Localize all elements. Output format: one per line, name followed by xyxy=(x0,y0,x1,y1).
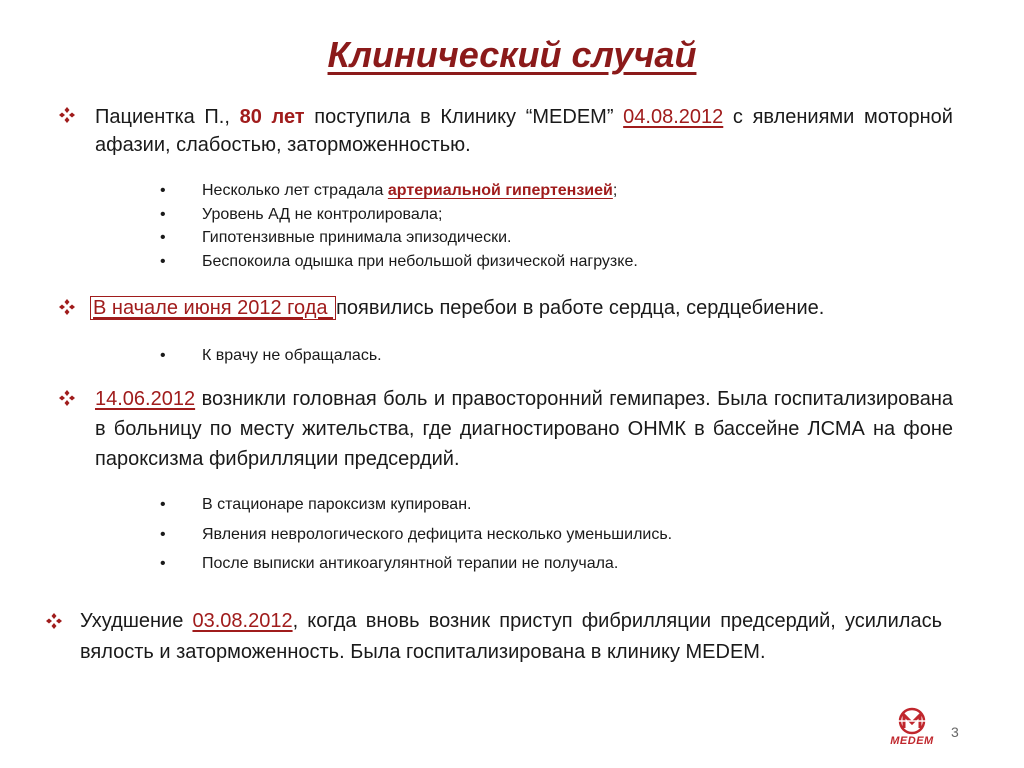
diamond-bullet-icon xyxy=(45,612,63,630)
paragraph-worsening xyxy=(80,606,942,668)
paragraph-stroke xyxy=(95,384,953,474)
text-segment: Пациентка П., xyxy=(95,106,240,128)
onset-date: В начале июня 2012 года xyxy=(90,296,336,320)
list-item: • К врачу не обращалась. xyxy=(160,347,382,364)
list-item: • Гипотензивные принимала эпизодически. xyxy=(160,229,512,246)
diamond-bullet-icon xyxy=(58,298,76,316)
patient-age: 80 лет xyxy=(239,106,305,128)
slide-title: Клинический случай xyxy=(327,34,697,75)
text-segment: возникли головная боль и правосторонний гемипарез. Была госпитализирована в больницу по месту жительства, где диагностировано ОНМК в бассейне ЛСМА на фоне пароксизма фибрилляции предсердий. xyxy=(95,388,953,470)
medem-logo-icon xyxy=(884,706,940,750)
text-segment: Ухудшение xyxy=(80,610,193,632)
list-item: • В стационаре пароксизм купирован. xyxy=(160,496,472,513)
text-segment: появились перебои в работе сердца, сердцебиение. xyxy=(336,297,825,319)
text-segment: с явлениями моторной афазии, слабостью, заторможенностью. xyxy=(95,106,953,156)
list-item: • Уровень АД не контролировала; xyxy=(160,205,443,223)
doctor-list xyxy=(160,344,382,367)
admission-date: 04.08.2012 xyxy=(623,106,724,128)
list-item: • Беспокоила одышка при небольшой физической нагрузке. xyxy=(160,252,638,270)
page-number: 3 xyxy=(951,724,959,740)
history-list xyxy=(160,179,638,273)
text-segment: поступила в Клинику “MEDEM” xyxy=(304,106,624,128)
paragraph-admission xyxy=(95,103,953,159)
diamond-bullet-icon xyxy=(58,106,76,124)
paragraph-palpitations xyxy=(90,294,960,322)
stroke-date: 14.06.2012 xyxy=(95,388,196,410)
hypertension-term: артериальной гипертензией xyxy=(387,182,613,199)
diamond-bullet-icon xyxy=(58,389,76,407)
logo-text: MEDEM xyxy=(890,735,934,747)
list-item: • Явления неврологического дефицита несколько уменьшились. xyxy=(160,525,673,543)
hospital-list xyxy=(160,490,672,579)
worsening-date: 03.08.2012 xyxy=(192,610,293,632)
list-item: • Несколько лет страдала артериальной гипертензией; xyxy=(160,182,618,199)
list-item: • После выписки антикоагулянтной терапии не получала. xyxy=(160,555,619,572)
text-segment: , когда вновь возник приступ фибрилляции предсердий, усилилась вялость и заторможенность. Была госпитализирована в клинику MEDEM. xyxy=(80,610,942,663)
